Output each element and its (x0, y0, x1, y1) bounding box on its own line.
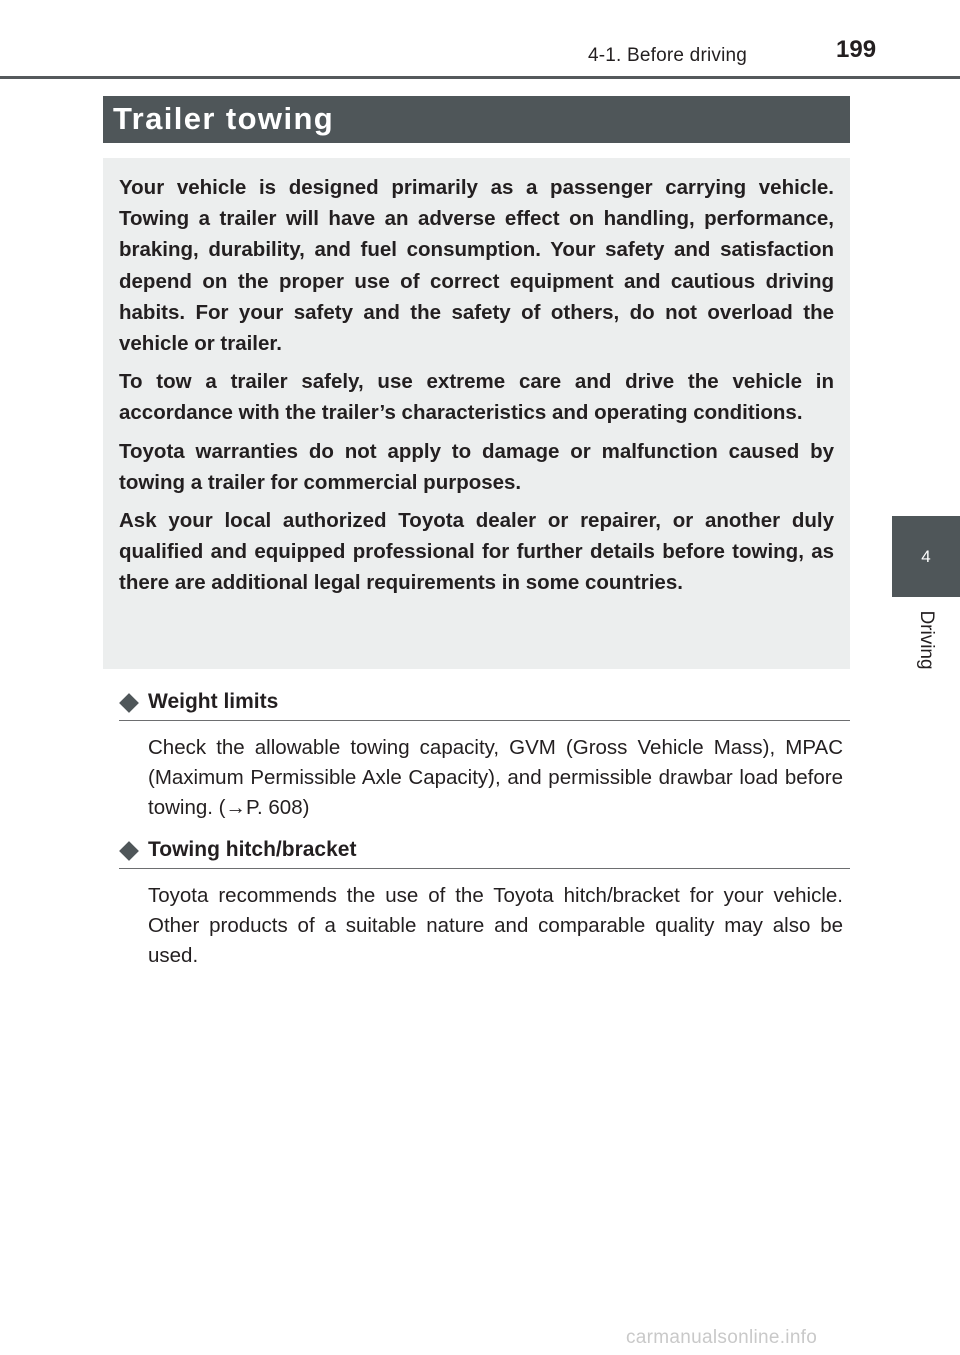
chapter-number: 4 (921, 547, 931, 566)
header-rule (0, 76, 960, 79)
section-title: Weight limits (148, 690, 279, 713)
diamond-bullet-icon (119, 693, 139, 713)
section-body: Toyota recommends the use of the Toyota hitch/bracket for your vehicle. Other products of a suitable nature and comparable quality may also be used. (148, 884, 843, 967)
section-heading (119, 838, 850, 869)
section-weight-limits (119, 690, 850, 823)
chapter-label: Driving (916, 610, 937, 670)
diamond-bullet-icon (119, 841, 139, 861)
chapter-tab[interactable] (892, 516, 960, 597)
section-title: Towing hitch/bracket (148, 838, 357, 861)
intro-box (103, 158, 850, 669)
intro-paragraph: Your vehicle is designed primarily as a passenger carrying vehicle. Towing a trailer will have an adverse effect on handling, performance, braking, durability, and fuel consumption. Your safety and satisfaction depend on the proper use of correct equipment and cautious driving habits. For your safety and the safety of others, do not overload the vehicle or trailer. (119, 176, 834, 356)
page-title: Trailer towing (113, 101, 335, 136)
watermark: carmanualsonline.info (626, 1327, 818, 1348)
section-body: Check the allowable towing capacity, GVM (Gross Vehicle Mass), MPAC (Maximum Permissible Axle Capacity), and permissible drawbar load before towing. (→P. 608) (148, 736, 843, 819)
section-towing-hitch (119, 838, 850, 971)
intro-paragraph: Ask your local authorized Toyota dealer or repairer, or another duly qualified and equipped professional for further details before towing, as there are additional legal requirements in some countries. (119, 509, 834, 595)
header-section-label: 4-1. Before driving (588, 45, 748, 66)
section-heading (119, 690, 850, 721)
intro-paragraph: Toyota warranties do not apply to damage or malfunction caused by towing a trailer for commercial purposes. (119, 439, 834, 494)
page-number: 199 (836, 36, 877, 63)
intro-paragraph: To tow a trailer safely, use extreme care and drive the vehicle in accordance with the trailer’s characteristics and operating conditions. (119, 370, 834, 425)
title-bar (103, 96, 850, 143)
